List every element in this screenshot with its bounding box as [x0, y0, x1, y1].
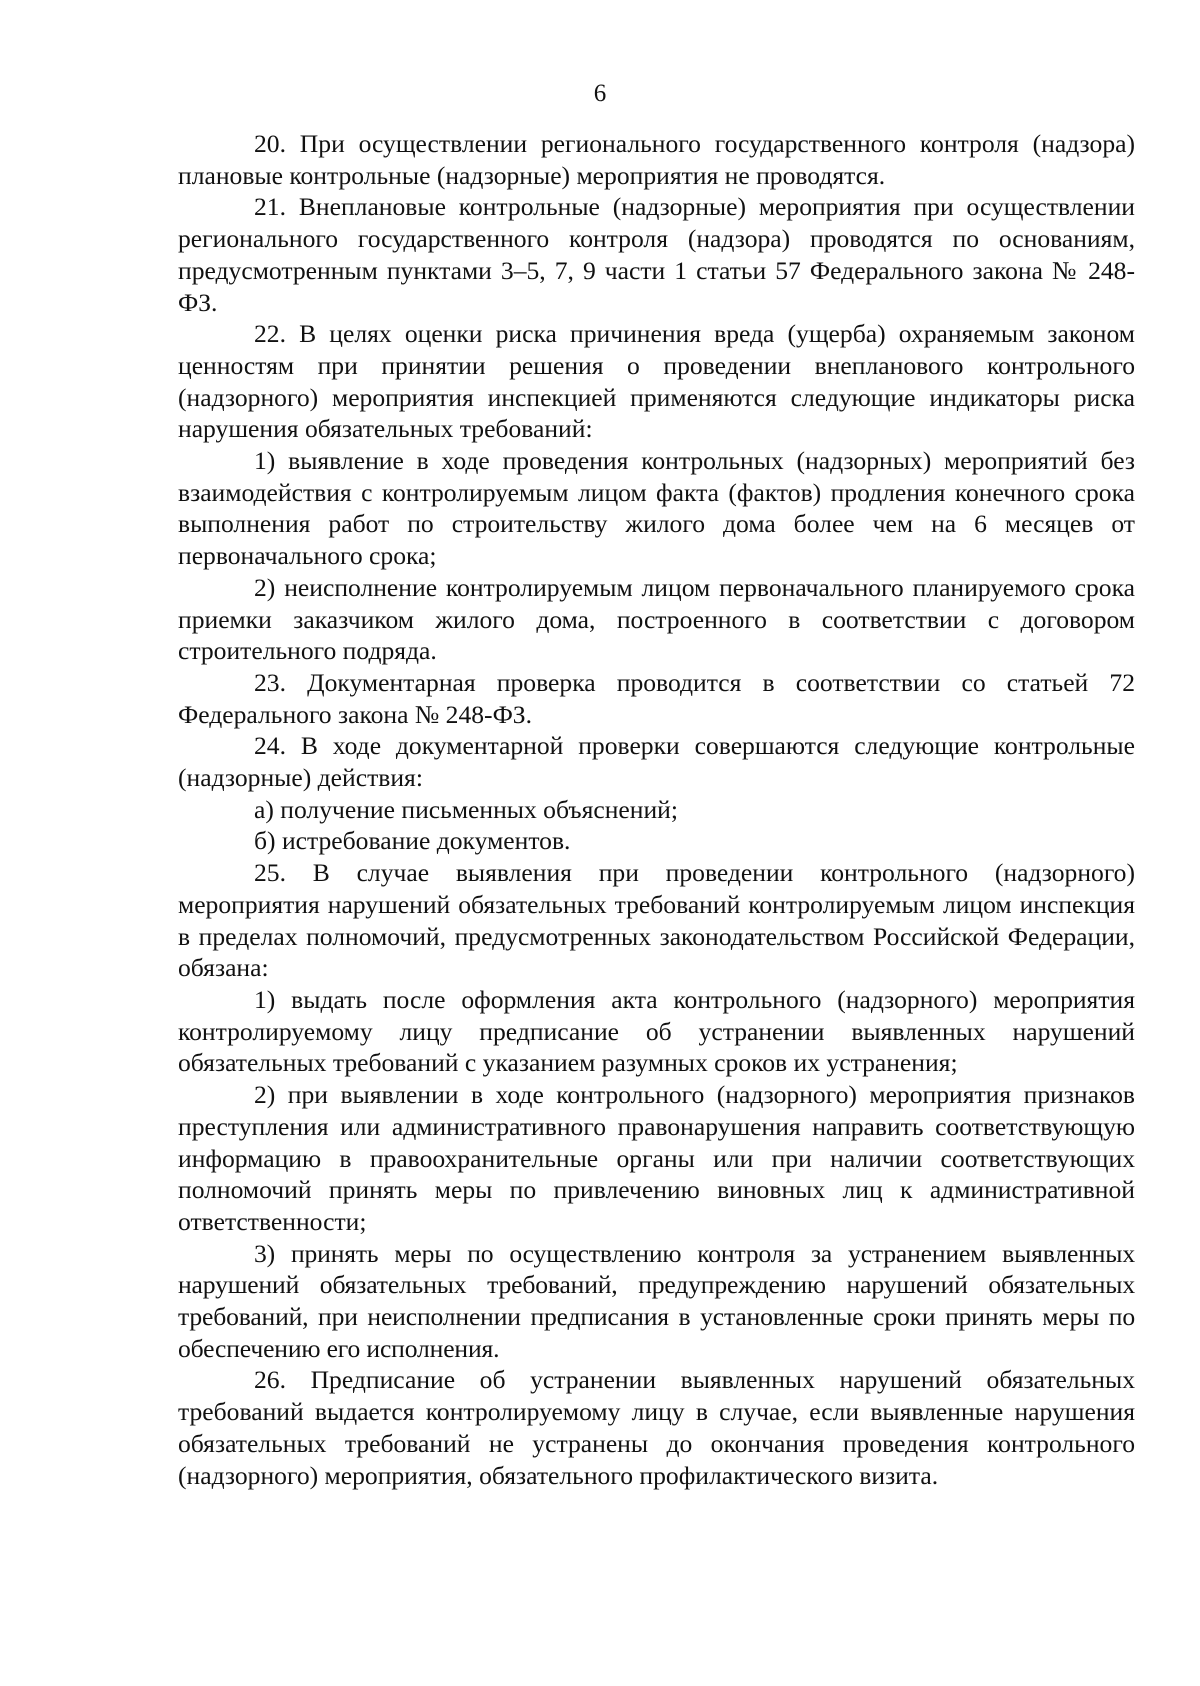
document-body — [178, 128, 1135, 1491]
paragraph-25-item-1: 1) выдать после оформления акта контрольного (надзорного) мероприятия контролируемому лицу предписание об устранении выявленных нарушений обязательных требований с указанием разумных сроков их устранения; — [178, 984, 1135, 1078]
paragraph-20: 20. При осуществлении регионального государственного контроля (надзора) плановые контрольные (надзорные) мероприятия не проводятся. — [178, 129, 1135, 190]
paragraph-24-item-a: а) получение письменных объяснений; — [254, 794, 678, 824]
paragraph-25-item-3: 3) принять меры по осуществлению контроля за устранением выявленных нарушений обязательных требований, предупреждению нарушений обязательных требований, при неисполнении предписания в установленные сроки принять меры по обеспечению его исполнения. — [178, 1238, 1135, 1363]
paragraph-22-item-2: 2) неисполнение контролируемым лицом первоначального планируемого срока приемки заказчиком жилого дома, построенного в соответствии с договором строительного подряда. — [178, 572, 1135, 666]
paragraph-22: 22. В целях оценки риска причинения вреда (ущерба) охраняемым законом ценностям при принятии решения о проведении внепланового контрольного (надзорного) мероприятия инспекцией применяются следующие индикаторы риска нарушения обязательных требований: — [178, 319, 1135, 444]
paragraph-24-item-b: б) истребование документов. — [254, 826, 571, 856]
paragraph-25-item-2: 2) при выявлении в ходе контрольного (надзорного) мероприятия признаков преступления или административного правонарушения направить соответствующую информацию в правоохранительные органы или при наличии соответствующих полномочий принять меры по привлечению виновных лиц к административной ответственности; — [178, 1080, 1135, 1236]
paragraph-25: 25. В случае выявления при проведении контрольного (надзорного) мероприятия нарушений обязательных требований контролируемым лицом инспекция в пределах полномочий, предусмотренных законодательством Российской Федерации, обязана: — [178, 858, 1135, 983]
paragraph-22-item-1: 1) выявление в ходе проведения контрольных (надзорных) мероприятий без взаимодействия с контролируемым лицом факта (фактов) продления конечного срока выполнения работ по строительству жилого дома более чем на 6 месяцев от первоначального срока; — [178, 446, 1135, 571]
paragraph-24: 24. В ходе документарной проверки совершаются следующие контрольные (надзорные) действия: — [178, 731, 1135, 793]
paragraph-26: 26. Предписание об устранении выявленных нарушений обязательных требований выдается контролируемому лицу в случае, если выявленные нарушения обязательных требований не устранены до окончания проведения контрольного (надзорного) мероприятия, обязательного профилактического визита. — [178, 1365, 1135, 1490]
page-number: 6 — [593, 80, 607, 107]
paragraph-23: 23. Документарная проверка проводится в соответствии со статьей 72 Федерального закона № 248-ФЗ. — [178, 667, 1135, 729]
paragraph-21: 21. Внеплановые контрольные (надзорные) мероприятия при осуществлении регионального государственного контроля (надзора) проводятся по основаниям, предусмотренным пунктами 3–5, 7, 9 части 1 статьи 57 Федерального закона № 248-ФЗ. — [178, 192, 1135, 317]
